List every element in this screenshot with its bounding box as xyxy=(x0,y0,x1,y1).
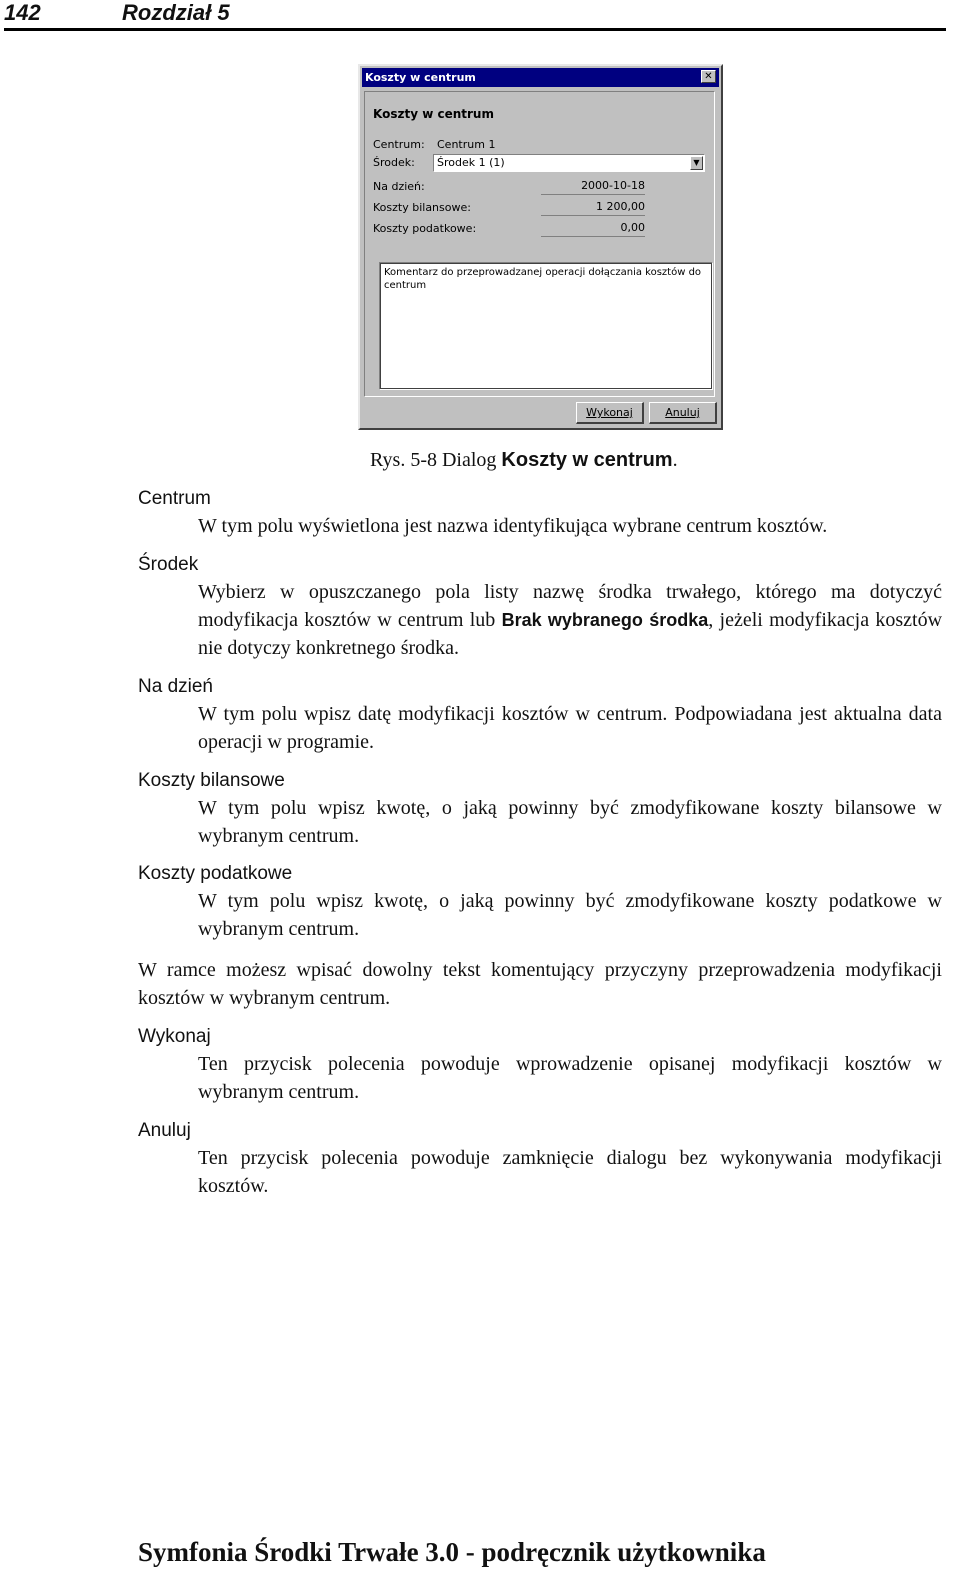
desc-koszty-bilansowe: W tym polu wpisz kwotę, o jaką powinny być zmodyfikowane koszty bilansowe w wybranym centrum. xyxy=(198,797,942,847)
term-anuluj: Anuluj xyxy=(138,1120,191,1141)
desc-srodek-after: , jeżeli modyfikacja kosztów nie dotyczy konkretnego środka. xyxy=(198,609,943,659)
anuluj-button[interactable]: Anuluj xyxy=(649,402,717,424)
chapter-title: Rozdział 5 xyxy=(122,0,230,25)
figure-caption xyxy=(370,448,678,472)
srodek-dropdown-value: Środek 1 (1) xyxy=(437,156,505,169)
page-number: 142 xyxy=(4,0,41,25)
desc-srodek-bold: Brak wybranego środka xyxy=(501,610,709,630)
centrum-label: Centrum: xyxy=(373,138,425,151)
caption-bold: Koszty w centrum xyxy=(501,449,673,471)
desc-wykonaj: Ten przycisk polecenia powoduje wprowadzenie opisanej modyfikacji kosztów w wybranym centrum. xyxy=(198,1053,942,1103)
koszty-podatkowe-label: Koszty podatkowe: xyxy=(373,222,477,235)
dialog-title: Koszty w centrum xyxy=(365,71,476,84)
na-dzien-field[interactable]: 2000-10-18 xyxy=(541,178,645,195)
srodek-label: Środek: xyxy=(373,156,415,169)
header-rule xyxy=(4,28,946,31)
term-koszty-podatkowe: Koszty podatkowe xyxy=(138,863,293,884)
na-dzien-label: Na dzień: xyxy=(373,180,425,193)
desc-srodek xyxy=(198,578,942,662)
term-wykonaj: Wykonaj xyxy=(138,1026,211,1047)
term-srodek: Środek xyxy=(138,554,199,575)
page-header xyxy=(0,0,946,30)
koszty-bilansowe-label: Koszty bilansowe: xyxy=(373,201,471,214)
wykonaj-button[interactable]: Wykonaj xyxy=(576,402,644,424)
panel-title: Koszty w centrum xyxy=(373,107,494,121)
koszty-podatkowe-field[interactable]: 0,00 xyxy=(541,220,645,237)
srodek-dropdown[interactable] xyxy=(433,154,705,172)
desc-koszty-podatkowe: W tym polu wpisz kwotę, o jaką powinny być zmodyfikowane koszty podatkowe w wybranym centrum. xyxy=(198,890,942,940)
dialog-koszty-w-centrum xyxy=(358,64,723,430)
desc-centrum: W tym polu wyświetlona jest nazwa identyfikująca wybrane centrum kosztów. xyxy=(198,515,828,537)
page-footer: Symfonia Środki Trwałe 3.0 - podręcznik użytkownika xyxy=(138,1537,766,1567)
koszty-bilansowe-field[interactable]: 1 200,00 xyxy=(541,199,645,216)
term-centrum: Centrum xyxy=(138,488,211,509)
comment-textarea[interactable] xyxy=(379,262,713,390)
caption-suffix: . xyxy=(672,449,678,471)
dialog-titlebar xyxy=(362,68,719,87)
centrum-value: Centrum 1 xyxy=(437,138,496,151)
close-icon[interactable]: ✕ xyxy=(701,70,716,83)
comment-label: Komentarz do przeprowadzanej operacji dołączania kosztów do centrum xyxy=(384,267,702,291)
desc-anuluj: Ten przycisk polecenia powoduje zamknięcie dialogu bez wykonywania modyfikacji kosztów. xyxy=(198,1147,942,1197)
caption-prefix: Rys. 5-8 Dialog xyxy=(370,449,502,471)
paragraph-ramka: W ramce możesz wpisać dowolny tekst komentujący przyczyny przeprowadzenia modyfikacji kosztów w wybranym centrum. xyxy=(138,959,942,1009)
dialog-panel xyxy=(364,91,715,397)
desc-na-dzien: W tym polu wpisz datę modyfikacji kosztów w centrum. Podpowiadana jest aktualna data operacji w programie. xyxy=(198,703,942,753)
desc-srodek-before: Wybierz w opuszczanego pola listy nazwę środka trwałego, którego ma dotyczyć modyfikacja kosztów w centrum lub xyxy=(198,581,942,631)
chevron-down-icon[interactable]: ▼ xyxy=(690,156,703,170)
term-koszty-bilansowe: Koszty bilansowe xyxy=(138,770,285,791)
term-na-dzien: Na dzień xyxy=(138,676,213,697)
